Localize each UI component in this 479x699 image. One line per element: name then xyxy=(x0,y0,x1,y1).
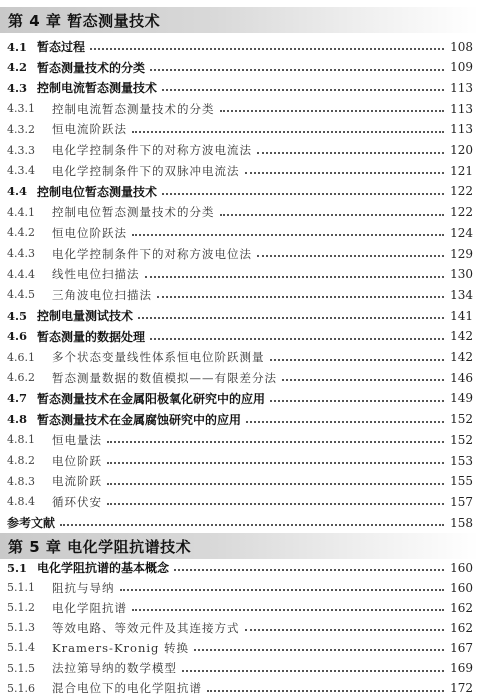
toc-entry[interactable] xyxy=(0,305,479,326)
toc-entry-page-number: 142 xyxy=(450,350,473,364)
toc-entry-title: 阻抗与导纳 xyxy=(52,580,115,595)
toc-entry-title: 控制电量测试技术 xyxy=(37,309,134,324)
toc-entry-number: 4.8.2 xyxy=(7,454,35,467)
toc-entry[interactable] xyxy=(0,347,479,368)
dot-leader xyxy=(150,68,444,71)
toc-entry-title: 暂态测量数据的数值模拟——有限差分法 xyxy=(52,370,277,385)
toc-entry[interactable] xyxy=(0,140,479,161)
toc-entry[interactable] xyxy=(0,119,479,140)
dot-leader xyxy=(194,648,444,651)
toc-entry[interactable] xyxy=(0,450,479,471)
toc-entry-page-number: 120 xyxy=(450,143,473,157)
toc-entry-title: 暂态过程 xyxy=(37,40,86,54)
toc-entry-page-number: 162 xyxy=(450,620,473,635)
dot-leader xyxy=(145,275,445,278)
toc-entry[interactable] xyxy=(0,243,479,264)
toc-entry-title: 控制电位暂态测量技术 xyxy=(37,184,158,199)
toc-entry-number: 5.1.5 xyxy=(7,661,35,675)
toc-entry-number: 4.3.4 xyxy=(7,164,35,178)
dot-leader xyxy=(107,482,444,485)
toc-entry[interactable] xyxy=(0,617,479,638)
toc-entry[interactable] xyxy=(0,98,479,119)
toc-entry-page-number: 155 xyxy=(450,474,473,489)
toc-entry[interactable] xyxy=(0,36,479,57)
toc-entry-page-number: 157 xyxy=(450,494,473,509)
toc-entry-page-number: 108 xyxy=(450,39,473,54)
toc-entry-page-number: 160 xyxy=(450,580,473,595)
toc-entry-number: 4.4.3 xyxy=(7,247,35,260)
toc-entry-number: 5.1.2 xyxy=(7,601,35,615)
toc-entry[interactable] xyxy=(0,284,479,305)
dot-leader xyxy=(220,109,445,112)
toc-entry[interactable] xyxy=(0,181,479,202)
toc-entry-title: 恒电流阶跃法 xyxy=(52,122,127,137)
toc-entry-number: 5.1.1 xyxy=(7,581,35,595)
toc-entry-page-number: 124 xyxy=(450,225,473,240)
dot-leader xyxy=(107,461,444,464)
toc-entry-title: 电化学阻抗谱 xyxy=(52,600,127,615)
toc-entry-number: 4.4.2 xyxy=(7,226,35,240)
toc-entry-title: 暂态测量技术在金属阳极氧化研究中的应用 xyxy=(37,391,266,406)
toc-entry-title: 电化学控制条件下的双脉冲电流法 xyxy=(52,163,240,178)
toc-entry[interactable] xyxy=(0,678,479,699)
toc-entry-number: 4.5 xyxy=(7,308,28,323)
dot-leader xyxy=(90,47,444,50)
toc-entry-number: 5.1.3 xyxy=(7,621,35,635)
toc-entry-number: 4.3.1 xyxy=(7,102,35,116)
toc-entry-number: 4.3.2 xyxy=(7,122,35,136)
dot-leader xyxy=(270,358,445,361)
toc-entry-page-number: 113 xyxy=(450,122,473,137)
dot-leader xyxy=(245,628,445,631)
chapter-4-title: 第 4 章 暂态测量技术 xyxy=(8,12,161,30)
dot-leader xyxy=(107,440,444,443)
toc-entry-page-number: 113 xyxy=(450,80,473,95)
toc-entry[interactable] xyxy=(0,160,479,181)
toc-entry-number: 4.3.3 xyxy=(7,143,35,157)
toc-entry-number: 4.8.3 xyxy=(7,474,35,488)
toc-entry-title: 电化学阻抗谱的基本概念 xyxy=(37,561,170,575)
toc-entry-title: 多个状态变量线性体系恒电位阶跃测量 xyxy=(52,350,265,364)
toc-entry-number: 5.1 xyxy=(7,560,28,575)
toc-entry[interactable] xyxy=(0,222,479,243)
toc-entry[interactable] xyxy=(0,491,479,512)
toc-entry[interactable] xyxy=(0,577,479,598)
toc-entry-page-number: 109 xyxy=(450,60,473,75)
toc-entry-title: 暂态测量的数据处理 xyxy=(37,329,146,344)
toc-entry-number: 4.6.2 xyxy=(7,371,35,385)
dot-leader xyxy=(162,88,444,91)
toc-entry-page-number: 122 xyxy=(450,205,473,220)
toc-entry-page-number: 153 xyxy=(450,453,473,468)
dot-leader xyxy=(282,378,444,381)
dot-leader xyxy=(162,192,444,195)
toc-entry-number: 4.4.5 xyxy=(7,288,35,302)
dot-leader xyxy=(60,523,444,526)
toc-entry[interactable] xyxy=(0,202,479,223)
toc-entry-page-number: 172 xyxy=(450,681,473,696)
dot-leader xyxy=(270,399,444,402)
dot-leader xyxy=(246,420,444,423)
toc-entry-page-number: 162 xyxy=(450,600,473,615)
toc-entry-number: 4.4.4 xyxy=(7,267,35,281)
toc-entry-page-number: 160 xyxy=(450,560,473,575)
toc-entry[interactable] xyxy=(0,264,479,285)
toc-entry-title: 电位阶跃 xyxy=(52,453,102,468)
toc-entry-page-number: 142 xyxy=(450,329,473,344)
toc-entry-title: 法拉第导纳的数学模型 xyxy=(52,661,177,675)
dot-leader xyxy=(150,337,444,340)
toc-entry-title: 恒电量法 xyxy=(52,432,102,447)
toc-entry-title: 循环伏安 xyxy=(52,494,102,509)
chapter-5-title: 第 5 章 电化学阻抗谱技术 xyxy=(8,538,192,556)
dot-leader xyxy=(107,502,444,505)
dot-leader xyxy=(138,316,444,319)
toc-entry-title: 暂态测量技术的分类 xyxy=(37,60,146,75)
toc-entry[interactable] xyxy=(0,326,479,347)
toc-entry-title: 电流阶跃 xyxy=(52,474,102,489)
toc-entry-title: 线性电位扫描法 xyxy=(52,267,140,282)
toc-entry-title: 等效电路、等效元件及其连接方式 xyxy=(52,620,240,635)
chapter-5-heading xyxy=(0,533,479,559)
toc-entry[interactable] xyxy=(0,658,479,679)
dot-leader xyxy=(220,213,445,216)
toc-entry-number: 4.3 xyxy=(7,80,28,95)
toc-entry[interactable] xyxy=(0,471,479,492)
toc-entry-number: 5.1.4 xyxy=(7,641,35,655)
toc-entry-title: 控制电流暂态测量技术 xyxy=(37,81,158,96)
toc-entry-page-number: 121 xyxy=(450,163,473,178)
toc-entry-title: 暂态测量技术在金属腐蚀研究中的应用 xyxy=(37,412,242,427)
toc-entry[interactable] xyxy=(0,512,479,533)
dot-leader xyxy=(257,254,444,257)
toc-entry-title: 控制电流暂态测量技术的分类 xyxy=(52,101,215,116)
toc-entry-page-number: 122 xyxy=(450,184,473,199)
toc-entry-page-number: 141 xyxy=(450,308,473,323)
toc-entry-number: 4.2 xyxy=(7,60,28,75)
dot-leader xyxy=(132,608,444,611)
toc-entry-number: 4.6 xyxy=(7,329,28,344)
references-title: 参考文献 xyxy=(7,516,56,531)
toc-entry-page-number: 130 xyxy=(450,267,473,282)
toc-entry-title: 电化学控制条件下的对称方波电流法 xyxy=(52,143,252,157)
toc-entry-title: 恒电位阶跃法 xyxy=(52,225,127,240)
toc-entry[interactable] xyxy=(0,429,479,450)
chapter-4-heading xyxy=(0,7,479,33)
toc-entry-number: 4.8.1 xyxy=(7,433,35,447)
toc-entry-number: 4.8.4 xyxy=(7,495,35,509)
toc-entry[interactable] xyxy=(0,557,479,578)
toc-entry[interactable] xyxy=(0,367,479,388)
toc-entry-page-number: 152 xyxy=(450,412,473,427)
toc-entry-number: 4.4 xyxy=(7,184,28,199)
toc-entry-title: 电化学控制条件下的对称方波电位法 xyxy=(52,246,252,261)
toc-entry[interactable] xyxy=(0,77,479,98)
toc-entry-title: 三角波电位扫描法 xyxy=(52,287,152,302)
toc-entry-number: 4.4.1 xyxy=(7,205,35,219)
dot-leader xyxy=(157,295,444,298)
toc-entry[interactable] xyxy=(0,409,479,430)
toc-entry-title: Kramers-Kronig 转换 xyxy=(52,640,190,655)
toc-entry[interactable] xyxy=(0,597,479,618)
dot-leader xyxy=(245,171,445,174)
toc-entry[interactable] xyxy=(0,57,479,78)
toc-entry-page-number: 129 xyxy=(450,246,473,261)
toc-entry-number: 5.1.6 xyxy=(7,681,35,695)
toc-entry-number: 4.7 xyxy=(7,391,28,406)
dot-leader xyxy=(132,233,444,236)
dot-leader xyxy=(174,568,444,571)
toc-entry-page-number: 134 xyxy=(450,287,473,302)
dot-leader xyxy=(182,669,444,672)
toc-entry-title: 控制电位暂态测量技术的分类 xyxy=(52,205,215,220)
toc-entry-number: 4.8 xyxy=(7,412,28,427)
toc-entry[interactable] xyxy=(0,637,479,658)
dot-leader xyxy=(132,130,444,133)
toc-entry-title: 混合电位下的电化学阻抗谱 xyxy=(52,681,202,696)
toc-entry-page-number: 158 xyxy=(450,515,473,530)
dot-leader xyxy=(120,588,445,591)
toc-entry-page-number: 149 xyxy=(450,391,473,406)
toc-entry-page-number: 113 xyxy=(450,101,473,116)
dot-leader xyxy=(207,689,444,692)
toc-entry-number: 4.1 xyxy=(7,39,28,54)
toc-entry-page-number: 169 xyxy=(450,661,473,675)
dot-leader xyxy=(257,151,444,154)
toc-entry-page-number: 167 xyxy=(450,640,473,655)
toc-entry-number: 4.6.1 xyxy=(7,350,35,364)
toc-entry[interactable] xyxy=(0,388,479,409)
toc-entry-page-number: 152 xyxy=(450,432,473,447)
toc-entry-page-number: 146 xyxy=(450,370,473,385)
